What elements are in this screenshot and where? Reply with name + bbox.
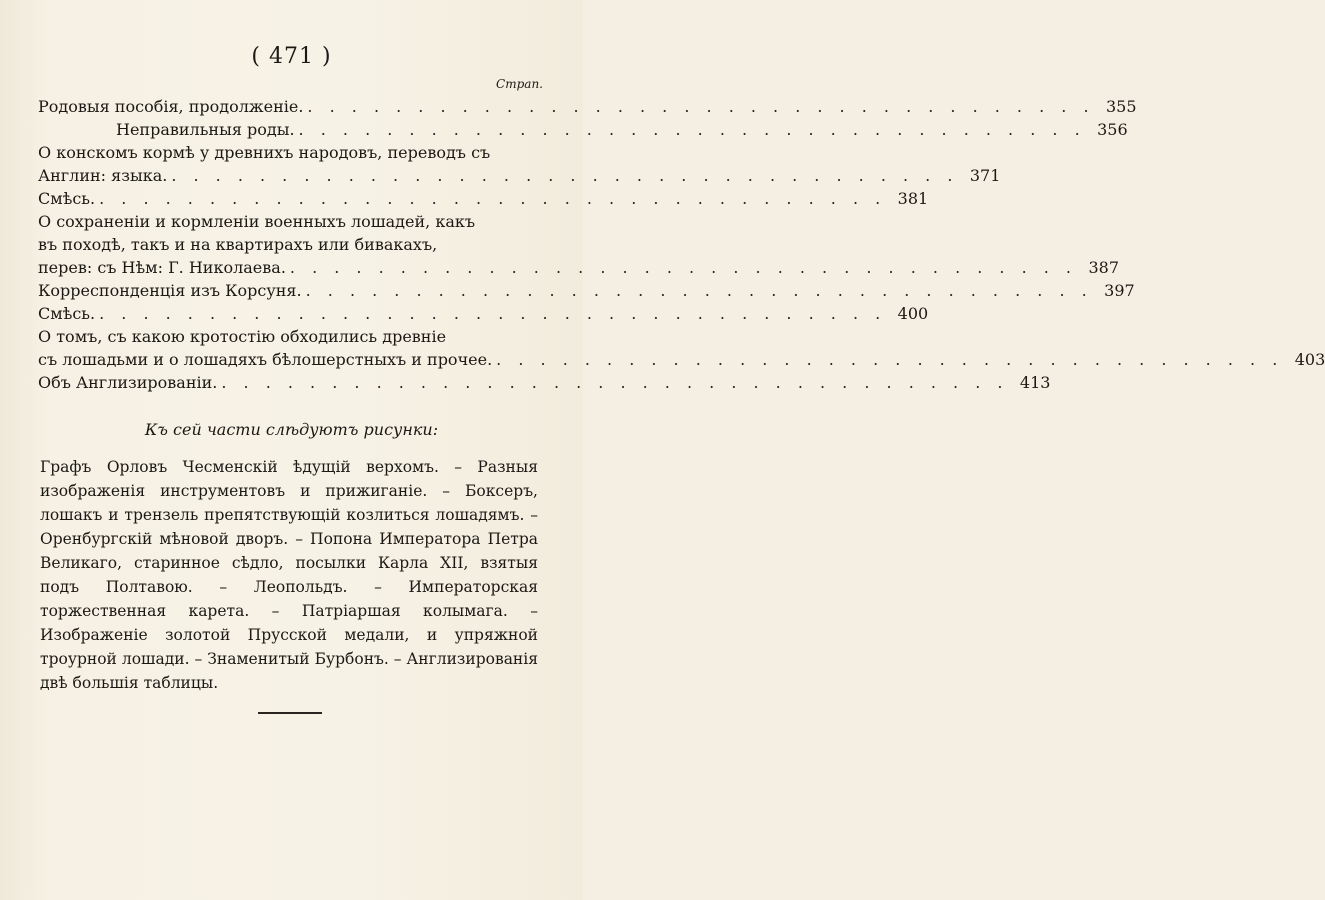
toc-entry [38,141,1001,187]
toc-page-number: 413 [1019,373,1051,392]
toc-entry-line [38,141,538,164]
toc-entry-last-line [38,118,1128,141]
toc-entry-title: О конскомъ кормѣ у древнихъ народовъ, переводъ съ [38,143,491,162]
toc-entry-line [38,325,538,348]
table-of-contents [38,95,1325,394]
toc-entry-title: Родовыя пособія, продолженіе. [38,97,304,116]
page-number: ( 471 ) [251,44,332,69]
toc-entry-last-line [38,187,929,210]
closing-rule [258,712,322,714]
toc-entry-title: съ лошадьми и о лошадяхъ бѣлошерстныхъ и прочее. [38,350,493,369]
toc-entry-title: О томъ, съ какою кротостію обходились древніе [38,327,447,346]
toc-entry-title: перев: съ Нѣм: Г. Николаева. [38,258,286,277]
toc-entry-title: О сохраненіи и кормленіи военныхъ лошадей, какъ [38,212,476,231]
toc-entry [38,302,929,325]
page-column-header: Страп. [496,77,543,91]
toc-entry-title: въ походѣ, такъ и на квартирахъ или бивакахъ, [38,235,438,254]
toc-entry [38,371,1051,394]
toc-entry [38,118,1128,141]
toc-leader-dots: . . . . . . . . . . . . . . . . . . . . . . . . . . . . . . . . . . . . [496,350,1284,369]
plates-list-text: Графъ Орловъ Чесменскій ѣдущій верхомъ. – Разныя изображенія инструментовъ и прижиганіе. – Боксеръ, лошакъ и трензель препятствующій козлиться лошадямъ. – Оренбургскій мѣновой дворъ. – Попона Императора Петра Великаго, старинное сѣдло, посылки Карла XII, взятыя подъ Полтавою. – Леопольдъ. – Императорская торжественная карета. – Патріаршая колымага. – Изображеніе золотой Прусской медали, и упряжной троурной лошади. – Знаменитый Бурбонъ. – Англизированія двѣ большія таблицы. [40,458,538,692]
toc-leader-dots: . . . . . . . . . . . . . . . . . . . . . . . . . . . . . . . . . . . . [171,166,959,185]
toc-page-number: 381 [897,189,929,208]
toc-entry-title: Англин: языка. [38,166,168,185]
toc-entry-line [38,210,538,233]
toc-page-number: 400 [897,304,929,323]
toc-entry-last-line [38,348,1325,371]
toc-entry-title: Корреспонденція изъ Корсуня. [38,281,302,300]
toc-leader-dots: . . . . . . . . . . . . . . . . . . . . . . . . . . . . . . . . . . . . [99,189,887,208]
toc-page-number: 403 [1294,350,1325,369]
toc-entry [38,279,1135,302]
toc-entry-last-line [38,95,1137,118]
toc-entry-title: Смѣсь. [38,304,96,323]
toc-entry [38,95,1137,118]
toc-page-number: 355 [1105,97,1137,116]
toc-leader-dots: . . . . . . . . . . . . . . . . . . . . . . . . . . . . . . . . . . . . [221,373,1009,392]
toc-entry [38,187,929,210]
toc-entry-last-line [38,279,1135,302]
toc-page-number: 387 [1088,258,1120,277]
toc-entry-last-line [38,256,1120,279]
toc-entry-last-line [38,164,1001,187]
toc-entry-title: Неправильныя роды. [116,120,295,139]
toc-page-number: 371 [969,166,1001,185]
plates-heading: Къ сей части слѣдуютъ рисунки: [144,420,439,439]
toc-page-number: 356 [1097,120,1128,139]
toc-entry-last-line [38,302,929,325]
toc-leader-dots: . . . . . . . . . . . . . . . . . . . . . . . . . . . . . . . . . . . . [99,304,887,323]
toc-leader-dots: . . . . . . . . . . . . . . . . . . . . . . . . . . . . . . . . . . . . [305,281,1093,300]
toc-entry-title: Объ Англизированіи. [38,373,218,392]
toc-page-number: 397 [1104,281,1135,300]
toc-entry [38,325,1325,371]
toc-entry [38,210,1120,279]
toc-leader-dots: . . . . . . . . . . . . . . . . . . . . . . . . . . . . . . . . . . . . [298,120,1086,139]
toc-leader-dots: . . . . . . . . . . . . . . . . . . . . . . . . . . . . . . . . . . . . [307,97,1095,116]
toc-leader-dots: . . . . . . . . . . . . . . . . . . . . . . . . . . . . . . . . . . . . [289,258,1078,277]
toc-entry-title: Смѣсь. [38,189,96,208]
toc-entry-last-line [38,371,1051,394]
toc-entry-line [38,233,538,256]
